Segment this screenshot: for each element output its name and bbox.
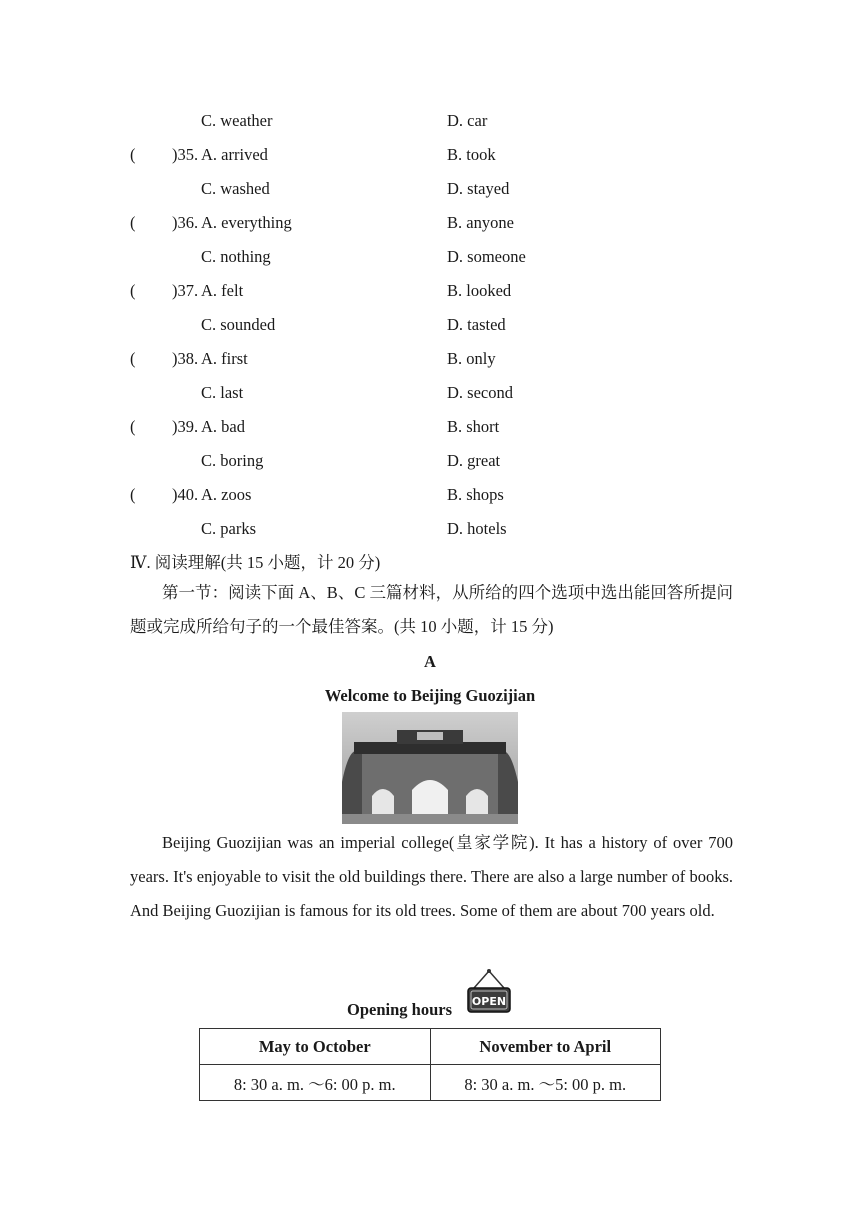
question-row [0, 213, 860, 237]
option-text: B. anyone [447, 213, 514, 232]
question-row [0, 485, 860, 509]
question-row [0, 417, 860, 441]
question-number: )40. [172, 485, 199, 504]
answer-blank: ( [130, 281, 136, 300]
option-text: B. shops [447, 485, 504, 504]
question-number: )39. [172, 417, 199, 436]
passage-title: Welcome to Beijing Guozijian [324, 686, 536, 705]
open-sign-text: OPEN [471, 995, 507, 1008]
option-text: C. last [201, 383, 244, 402]
option-text: D. hotels [447, 519, 507, 538]
question-number: )35. [172, 145, 199, 164]
option-text: D. tasted [447, 315, 506, 334]
option-text: C. parks [201, 519, 256, 538]
table-header-row [200, 1029, 661, 1065]
answer-blank: ( [130, 485, 136, 504]
opening-hours-label: Opening hours [347, 1000, 452, 1019]
table-header: November to April [430, 1029, 661, 1065]
question-number: )38. [172, 349, 199, 368]
question-row [0, 247, 860, 271]
option-text: D. someone [447, 247, 526, 266]
option-text: B. only [447, 349, 496, 368]
question-row [0, 383, 860, 407]
option-text: D. great [447, 451, 501, 470]
option-text: A. felt [201, 281, 244, 300]
open-sign-icon [466, 968, 512, 1016]
option-text: C. nothing [201, 247, 271, 266]
passage-body: Beijing Guozijian was an imperial college(皇家学院). It has a history of over 700 years. It's enjoyable to visit the old buildings there. There are also a large number of books. And Beijing Guozijian is famous for its old trees. Some of them are about 700 years old. [130, 833, 733, 920]
question-row [0, 111, 860, 135]
option-text: C. sounded [201, 315, 276, 334]
option-text: A. arrived [201, 145, 268, 164]
answer-blank: ( [130, 145, 136, 164]
option-text: C. boring [201, 451, 264, 470]
section-heading: Ⅳ. 阅读理解(共 15 小题，计 20 分) [130, 553, 381, 572]
section-intro: 第一节：阅读下面 A、B、C 三篇材料，从所给的四个选项中选出能回答所提问题或完成所给句子的一个最佳答案。(共 10 小题，计 15 分) [130, 583, 733, 636]
option-text: B. short [447, 417, 500, 436]
option-text: B. took [447, 145, 496, 164]
question-row [0, 451, 860, 475]
table-row [200, 1065, 661, 1101]
option-text: C. weather [201, 111, 273, 130]
option-text: B. looked [447, 281, 512, 300]
question-row [0, 145, 860, 169]
answer-blank: ( [130, 213, 136, 232]
question-number: )36. [172, 213, 199, 232]
question-row [0, 179, 860, 203]
question-row [0, 281, 860, 305]
answer-blank: ( [130, 417, 136, 436]
option-text: A. bad [201, 417, 245, 436]
option-text: D. stayed [447, 179, 510, 198]
gate-photo [342, 712, 518, 824]
table-cell: 8: 30 a. m. ～5: 00 p. m. [430, 1065, 661, 1101]
option-text: D. second [447, 383, 513, 402]
question-row [0, 519, 860, 543]
option-text: A. everything [201, 213, 292, 232]
question-row [0, 349, 860, 373]
answer-blank: ( [130, 349, 136, 368]
table-header: May to October [200, 1029, 431, 1065]
option-text: A. first [201, 349, 248, 368]
option-text: A. zoos [201, 485, 252, 504]
table-cell: 8: 30 a. m. ～6: 00 p. m. [200, 1065, 431, 1101]
question-number: )37. [172, 281, 199, 300]
option-text: D. car [447, 111, 488, 130]
option-text: C. washed [201, 179, 270, 198]
passage-letter: A [424, 652, 436, 671]
question-row [0, 315, 860, 339]
opening-hours-table [199, 1028, 661, 1101]
